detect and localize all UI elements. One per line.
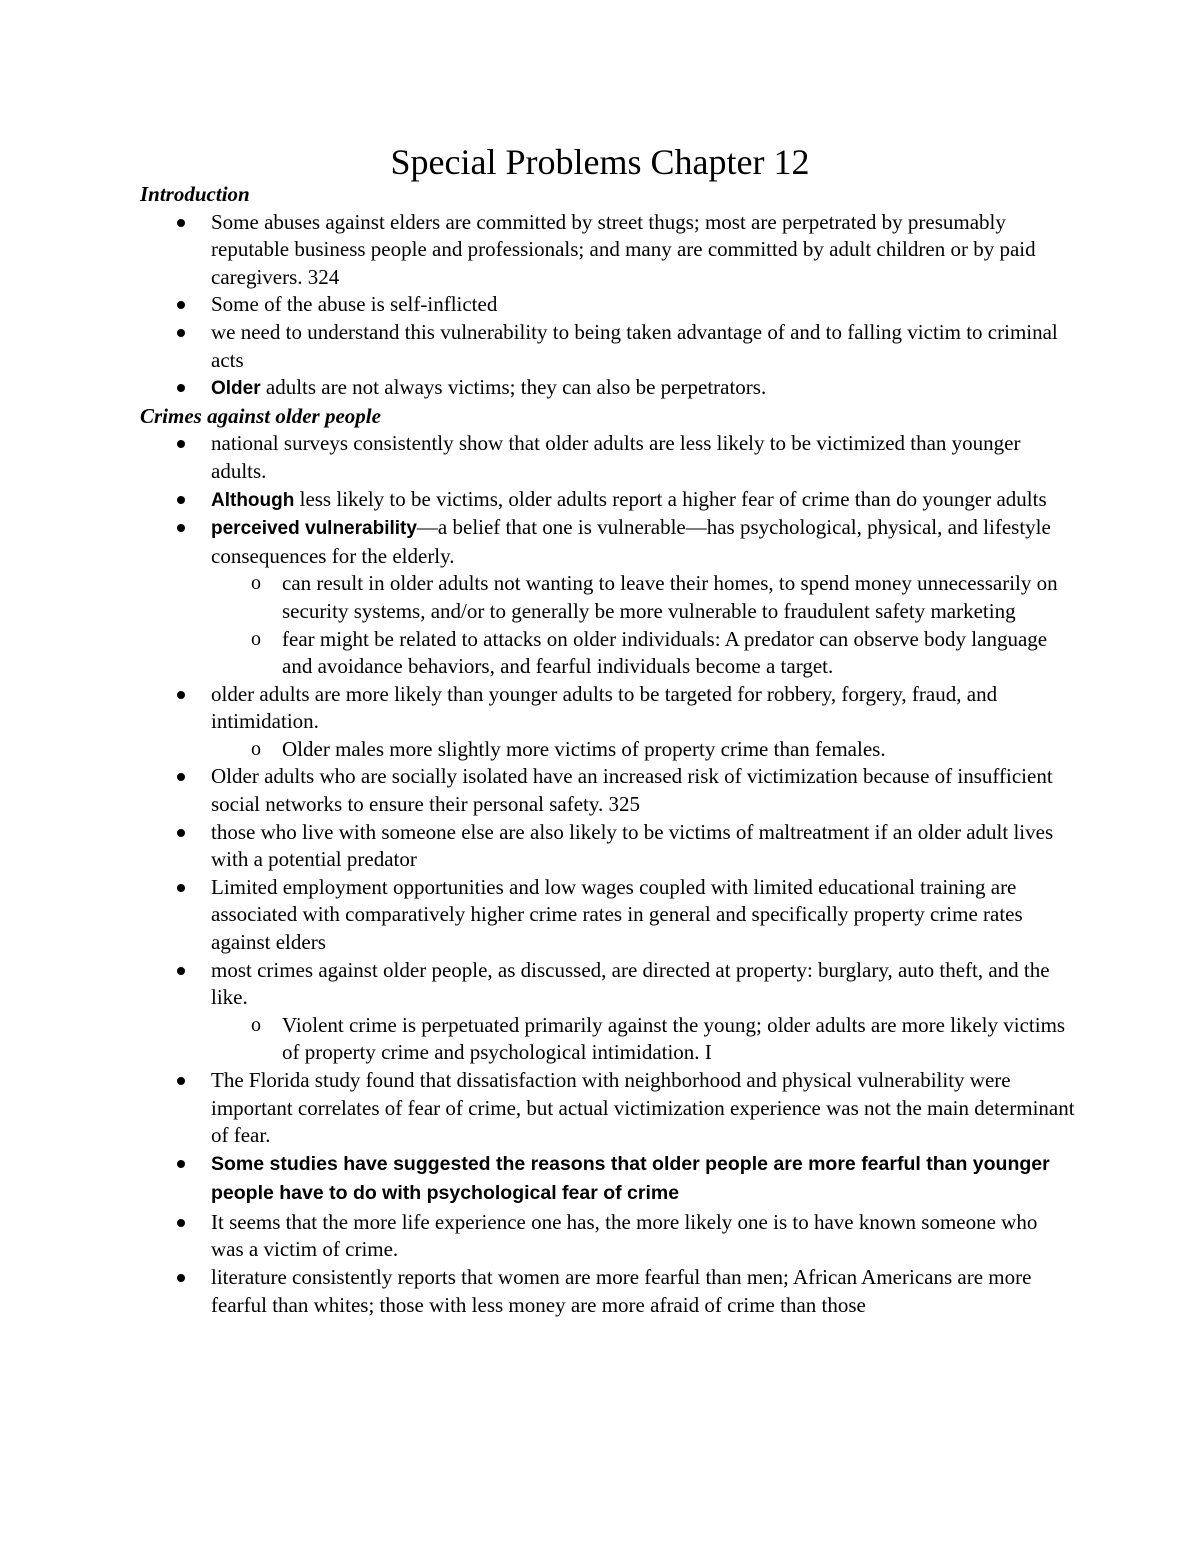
list-item: The Florida study found that dissatisfaction with neighborhood and physical vulnerability were important correlates of fear of crime, but actual victimization experience was not the main determinant of fear.: [140, 1067, 1075, 1150]
introduction-list: [140, 209, 1075, 403]
list-item-bold: Some studies have suggested the reasons that older people are more fearful than younger people have to do with psychological fear of crime: [140, 1150, 1075, 1209]
circle-bullet-icon: o: [251, 572, 261, 595]
list-item: Some abuses against elders are committed by street thugs; most are perpetrated by presumably reputable business people and professionals; and many are committed by adult children or by paid caregivers. 324: [140, 209, 1075, 292]
list-item: most crimes against older people, as discussed, are directed at property: burglary, auto theft, and the like. o Violent crime is perpetuated primarily against the young; older adults are more likely victims of property crime and psychological intimidation. I: [140, 957, 1075, 1067]
bullet-icon: [177, 967, 185, 975]
sub-list: [211, 1012, 1075, 1067]
list-item: we need to understand this vulnerability to being taken advantage of and to falling victim to criminal acts: [140, 319, 1075, 374]
bullet-icon: [177, 1274, 185, 1282]
crimes-list: [140, 430, 1075, 1319]
circle-bullet-icon: o: [251, 737, 261, 760]
list-item: perceived vulnerability—a belief that one is vulnerable—has psychological, physical, and lifestyle consequences for the elderly. o can result in older adults not wanting to leave their homes, to spend money unnecessarily on security systems, and/or to generally be more vulnerable to fraudulent safety marketing o fear might be related to attacks on older individuals: A predator can observe body language and avoidance behaviors, and fearful individuals become a target.: [140, 514, 1075, 681]
sub-list-item: o can result in older adults not wanting to leave their homes, to spend money unnecessarily on security systems, and/or to generally be more vulnerable to fraudulent safety marketing: [251, 571, 1058, 623]
sub-list-item: o Older males more slightly more victims of property crime than females.: [140, 736, 1075, 764]
list-item: Older adults who are socially isolated have an increased risk of victimization because of insufficient social networks to ensure their personal safety. 325: [140, 763, 1075, 818]
bullet-icon: [177, 496, 185, 504]
sub-list: [211, 736, 1075, 764]
list-item: national surveys consistently show that older adults are less likely to be victimized than younger adults.: [140, 430, 1075, 485]
bullet-icon: [177, 1077, 185, 1085]
bullet-icon: [177, 219, 185, 227]
list-item: Some of the abuse is self-inflicted: [140, 291, 1075, 319]
list-item: It seems that the more life experience one has, the more likely one is to have known someone who was a victim of crime.: [140, 1209, 1075, 1264]
bullet-icon: [177, 440, 185, 448]
bullet-icon: [177, 884, 185, 892]
list-item: those who live with someone else are also likely to be victims of maltreatment if an older adult lives with a potential predator: [140, 819, 1075, 874]
circle-bullet-icon: o: [251, 627, 261, 650]
list-item: older adults are more likely than younger adults to be targeted for robbery, forgery, fraud, and intimidation. o Older males more slightly more victims of property crime than females.: [140, 681, 1075, 764]
page-title: Special Problems Chapter 12: [390, 142, 810, 182]
section-heading-introduction: Introduction: [140, 182, 250, 206]
bullet-icon: [177, 829, 185, 837]
circle-bullet-icon: o: [251, 1013, 261, 1036]
sub-list-item: o fear might be related to attacks on older individuals: A predator can observe body language and avoidance behaviors, and fearful individuals become a target.: [251, 626, 1048, 679]
bullet-icon: [177, 773, 185, 781]
sub-list-item: o Violent crime is perpetuated primarily against the young; older adults are more likely victims of property crime and psychological intimidation. I: [251, 1012, 1066, 1065]
list-item: literature consistently reports that women are more fearful than men; African Americans are more fearful than whites; those with less money are more afraid of crime than those: [140, 1264, 1075, 1319]
bullet-icon: [177, 301, 185, 309]
bullet-icon: [177, 384, 185, 392]
bullet-icon: [177, 1219, 185, 1227]
list-item: Older adults are not always victims; they can also be perpetrators.: [140, 374, 1075, 403]
bullet-icon: [177, 329, 185, 337]
bullet-icon: [177, 524, 185, 532]
list-item: Limited employment opportunities and low wages coupled with limited educational training are associated with comparatively higher crime rates in general and specifically property crime rates against elders: [140, 874, 1075, 957]
bullet-icon: [177, 691, 185, 699]
section-heading-crimes: Crimes against older people: [140, 403, 381, 428]
document-body: [140, 181, 1075, 1319]
bullet-icon: [177, 1160, 185, 1168]
list-item: Although less likely to be victims, older adults report a higher fear of crime than do younger adults: [140, 486, 1075, 515]
sub-list: [211, 570, 1075, 680]
